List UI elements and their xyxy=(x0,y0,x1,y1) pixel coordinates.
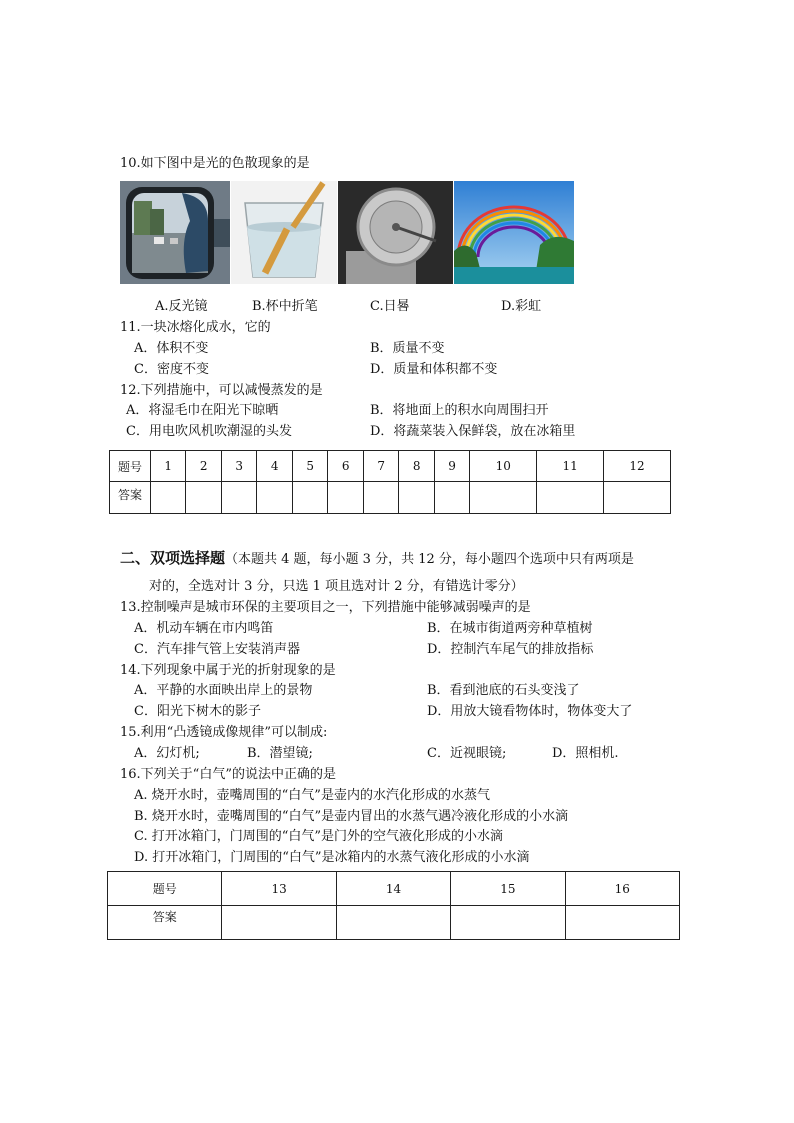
table-row xyxy=(108,872,680,906)
table-cell: 7 xyxy=(363,451,398,482)
answer-cell[interactable] xyxy=(328,482,363,514)
q11-option-a: A．体积不变 xyxy=(134,341,209,356)
q15-option-b: B．潜望镜; xyxy=(247,746,313,761)
answer-cell[interactable] xyxy=(151,482,186,514)
table-cell: 12 xyxy=(604,451,671,482)
table-cell: 8 xyxy=(399,451,434,482)
table-cell: 1 xyxy=(151,451,186,482)
q13-stem: 13.控制噪声是城市环保的主要项目之一，下列措施中能够减弱噪声的是 xyxy=(120,600,531,615)
table-cell: 15 xyxy=(451,872,565,906)
q12-option-d: D．将蔬菜装入保鲜袋，放在冰箱里 xyxy=(370,424,576,439)
q16-option-d: D. 打开冰箱门，门周围的“白气”是冰箱内的水蒸气液化形成的小水滴 xyxy=(134,850,530,865)
table-cell: 13 xyxy=(222,872,336,906)
section-note-line2: 对的，全选对计 3 分，只选 1 项且选对计 2 分，有错选计零分） xyxy=(149,579,524,594)
q14-option-a: A．平静的水面映出岸上的景物 xyxy=(134,683,313,698)
table-cell: 6 xyxy=(328,451,363,482)
table-cell: 11 xyxy=(537,451,604,482)
q12-option-a: A．将湿毛巾在阳光下晾晒 xyxy=(126,403,279,418)
sundial-image xyxy=(338,181,453,284)
table-cell: 5 xyxy=(292,451,327,482)
q13-option-d: D．控制汽车尾气的排放指标 xyxy=(427,642,594,657)
section-note-line1: （本题共 4 题，每小题 3 分，共 12 分，每小题四个选项中只有两项是 xyxy=(225,552,634,567)
q15-stem: 15.利用“凸透镜成像规律”可以制成: xyxy=(120,725,328,740)
q14-option-d: D．用放大镜看物体时，物体变大了 xyxy=(427,704,633,719)
table-cell: 9 xyxy=(434,451,469,482)
answer-cell[interactable] xyxy=(257,482,292,514)
q15-option-a: A．幻灯机; xyxy=(134,746,200,761)
table-answer-label: 答案 xyxy=(110,482,151,514)
answer-cell[interactable] xyxy=(363,482,398,514)
section-title: 二、双项选择题 xyxy=(120,549,226,567)
q11-option-c: C．密度不变 xyxy=(134,362,209,377)
table-cell: 14 xyxy=(336,872,450,906)
rainbow-image xyxy=(454,181,574,284)
table-cell: 3 xyxy=(221,451,256,482)
q15-option-c: C．近视眼镜; xyxy=(427,746,507,761)
answer-cell[interactable] xyxy=(186,482,221,514)
q10-option-b: B.杯中折笔 xyxy=(252,299,318,314)
section-heading xyxy=(120,547,634,568)
q16-option-a: A. 烧开水时，壶嘴周围的“白气”是壶内的水汽化形成的水蒸气 xyxy=(134,788,490,803)
q10-option-c: C.日晷 xyxy=(370,299,410,314)
table-cell: 2 xyxy=(186,451,221,482)
answer-cell[interactable] xyxy=(451,906,565,940)
q10-option-a: A.反光镜 xyxy=(155,299,208,314)
q12-stem: 12.下列措施中，可以减慢蒸发的是 xyxy=(120,383,323,398)
answer-cell[interactable] xyxy=(537,482,604,514)
q11-option-b: B．质量不变 xyxy=(370,341,445,356)
answer-table-1 xyxy=(109,450,671,514)
answer-cell[interactable] xyxy=(292,482,327,514)
answer-cell[interactable] xyxy=(336,906,450,940)
answer-cell[interactable] xyxy=(565,906,679,940)
q16-option-c: C. 打开冰箱门，门周围的“白气”是门外的空气液化形成的小水滴 xyxy=(134,829,504,844)
q14-option-b: B．看到池底的石头变浅了 xyxy=(427,683,580,698)
q10-stem: 10.如下图中是光的色散现象的是 xyxy=(120,156,310,171)
table-header-label: 题号 xyxy=(108,872,222,906)
q11-option-d: D．质量和体积都不变 xyxy=(370,362,498,377)
q14-stem: 14.下列现象中属于光的折射现象的是 xyxy=(120,663,336,678)
answer-cell[interactable] xyxy=(434,482,469,514)
answer-cell[interactable] xyxy=(470,482,537,514)
table-row xyxy=(110,482,671,514)
answer-cell[interactable] xyxy=(221,482,256,514)
table-cell: 10 xyxy=(470,451,537,482)
table-header-label: 题号 xyxy=(110,451,151,482)
q13-option-b: B．在城市街道两旁种草植树 xyxy=(427,621,593,636)
q16-option-b: B. 烧开水时，壶嘴周围的“白气”是壶内冒出的水蒸气遇冷液化形成的小水滴 xyxy=(134,809,569,824)
table-row xyxy=(110,451,671,482)
q16-stem: 16.下列关于“白气”的说法中正确的是 xyxy=(120,767,336,782)
answer-table-2 xyxy=(107,871,680,940)
answer-cell[interactable] xyxy=(222,906,336,940)
table-cell: 4 xyxy=(257,451,292,482)
q10-option-d: D.彩虹 xyxy=(501,299,542,314)
answer-cell[interactable] xyxy=(604,482,671,514)
table-cell: 16 xyxy=(565,872,679,906)
mirror-image xyxy=(120,181,230,284)
q14-option-c: C．阳光下树木的影子 xyxy=(134,704,261,719)
table-answer-label: 答案 xyxy=(108,906,222,940)
q13-option-c: C．汽车排气管上安装消声器 xyxy=(134,642,300,657)
table-row xyxy=(108,906,680,940)
q11-stem: 11.一块冰熔化成水，它的 xyxy=(120,320,271,335)
q12-option-c: C．用电吹风机吹潮湿的头发 xyxy=(126,424,292,439)
q15-option-d: D．照相机. xyxy=(552,746,619,761)
q12-option-b: B．将地面上的积水向周围扫开 xyxy=(370,403,549,418)
q13-option-a: A．机动车辆在市内鸣笛 xyxy=(134,621,274,636)
pencil-in-glass-image xyxy=(231,181,337,284)
answer-cell[interactable] xyxy=(399,482,434,514)
